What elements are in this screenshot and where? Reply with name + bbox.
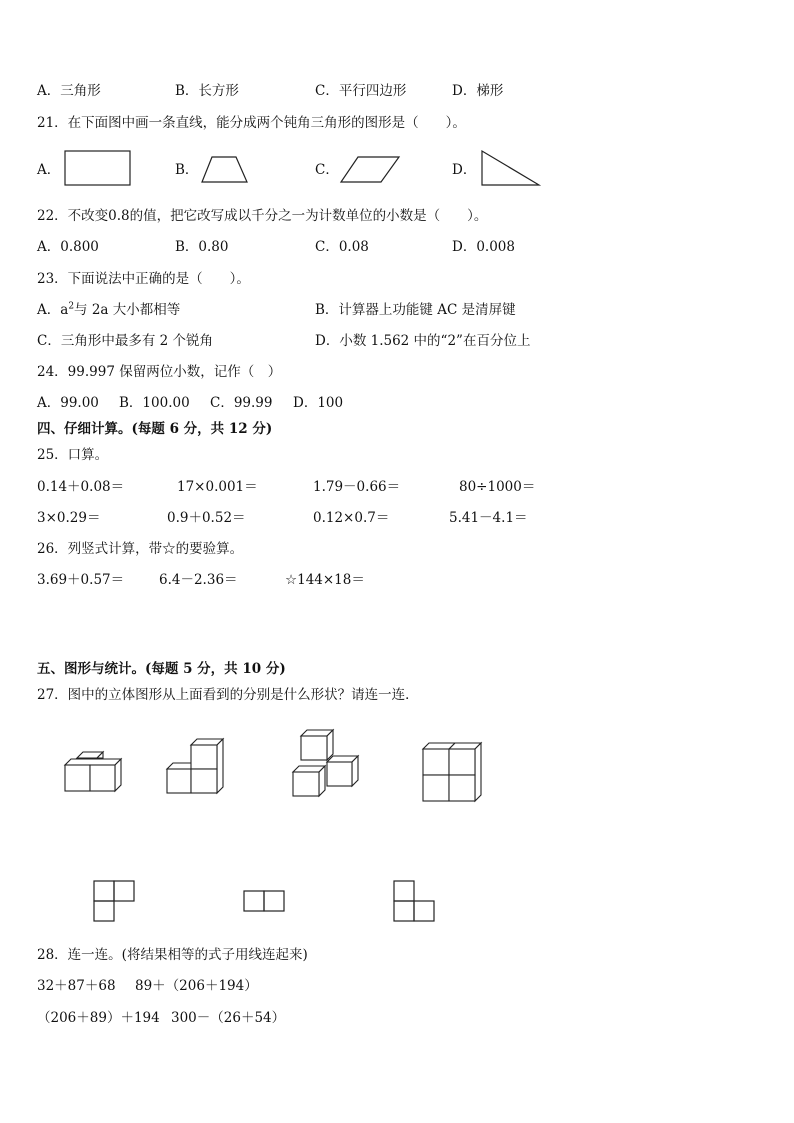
q21-label-b: B． [175,162,199,178]
q28-expr-3: （206＋89）＋194 [37,1010,160,1026]
q24-stem: 24．99.997 保留两位小数，记作（ ） [37,364,282,380]
section-5-title: 五、图形与统计。(每题 5 分，共 10 分) [37,661,286,677]
q22-option-a: A．0.800 [37,239,99,255]
q24-option-a: A．99.00 [37,395,99,411]
q25-item-2: 17×0.001＝ [177,479,258,495]
q26-item-2: 6.4－2.36＝ [159,572,238,588]
q22-stem: 22．不改变0.8的值，把它改写成以千分之一为计数单位的小数是（ ）。 [37,208,488,224]
q23-option-b: B．计算器上功能键 AC 是清屏键 [315,302,516,318]
q28-expr-2: 89＋（206＋194） [135,978,258,994]
q25-item-6: 0.9＋0.52＝ [167,510,246,526]
q20-option-c: C．平行四边形 [315,83,407,99]
solid-figure-2 [164,733,232,797]
q25-item-4: 80÷1000＝ [459,479,536,495]
parallelogram-shape [340,156,402,186]
q21-label-d: D． [452,162,477,178]
right-triangle-shape [481,150,543,188]
q23-option-a: A．$a^2$与 2a 大小都相等 [37,301,181,318]
q28-expr-4: 300－（26＋54） [171,1010,286,1026]
q28-expr-1: 32＋87＋68 [37,978,116,994]
q25-item-8: 5.41－4.1＝ [449,510,528,526]
q25-item-7: 0.12×0.7＝ [313,510,390,526]
trapezoid-shape [200,156,250,186]
q20-option-d: D．梯形 [452,83,504,99]
q23-option-d: D．小数 1.562 中的“2”在百分位上 [315,333,531,349]
section-4-title: 四、仔细计算。(每题 6 分，共 12 分) [37,421,273,437]
solid-figure-1 [62,745,132,795]
q26-item-3: ☆144×18＝ [285,572,365,588]
q24-option-c: C．99.99 [210,395,273,411]
q22-option-c: C．0.08 [315,239,369,255]
q24-option-d: D．100 [293,395,344,411]
q24-option-b: B．100.00 [119,395,190,411]
q26-stem: 26．列竖式计算，带☆的要验算。 [37,541,244,557]
q21-label-c: C． [315,162,339,178]
q20-option-b: B．长方形 [175,83,239,99]
q25-item-3: 1.79－0.66＝ [313,479,401,495]
top-view-1 [93,880,137,924]
q23-option-c: C．三角形中最多有 2 个锐角 [37,333,214,349]
solid-figure-3 [290,728,364,800]
q22-option-b: B．0.80 [175,239,229,255]
solid-figure-4 [420,740,486,804]
q21-stem: 21．在下面图中画一条直线，能分成两个钝角三角形的图形是（ ）。 [37,115,466,131]
q21-label-a: A． [37,162,61,178]
q27-stem: 27．图中的立体图形从上面看到的分别是什么形状？请连一连． [37,687,419,703]
rectangle-shape [64,150,132,188]
q28-stem: 28．连一连。(将结果相等的式子用线连起来) [37,947,308,963]
top-view-2 [243,890,287,914]
q23-stem: 23．下面说法中正确的是（ ）。 [37,271,250,287]
q20-option-a: A．三角形 [37,83,101,99]
q25-item-5: 3×0.29＝ [37,510,101,526]
q25-stem: 25．口算。 [37,447,109,463]
q25-item-1: 0.14＋0.08＝ [37,479,125,495]
top-view-3 [393,880,437,924]
q22-option-d: D．0.008 [452,239,515,255]
q26-item-1: 3.69＋0.57＝ [37,572,125,588]
